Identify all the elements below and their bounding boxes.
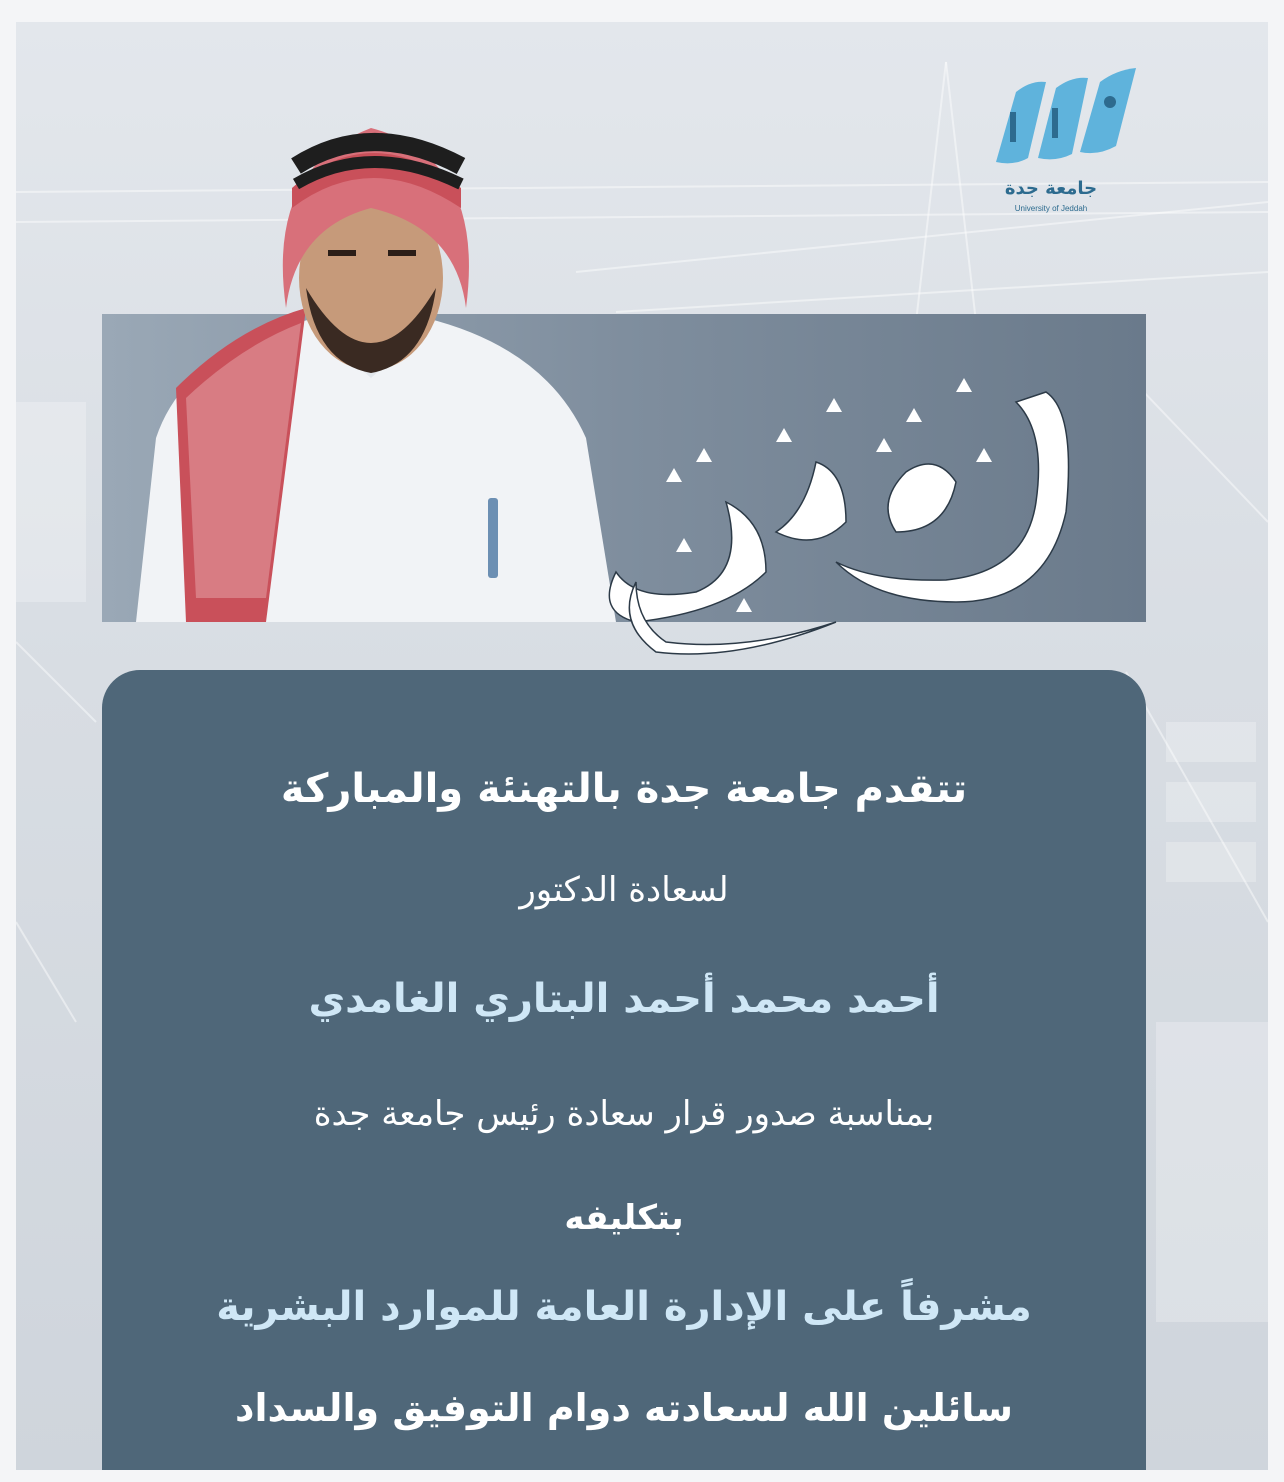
logo-english-name: University of Jeddah [1014,204,1088,213]
card-line-closing: سائلين الله لسعادته دوام التوفيق والسداد [235,1386,1013,1430]
card-line-name: أحمد محمد أحمد البتاري الغامدي [308,976,940,1022]
university-logo [976,62,1146,242]
logo-arabic-name: جامعة جدة [1004,178,1098,199]
portrait-image [116,78,636,622]
card-line-assignment: بتكليفه [564,1198,684,1238]
card-line-intro: تتقدم جامعة جدة بالتهنئة والمباركة [280,766,968,812]
congratulation-card [102,670,1146,1470]
card-line-occasion: بمناسبة صدور قرار سعادة رئيس جامعة جدة [313,1094,935,1134]
card-line-honorific: لسعادة الدكتور [519,870,729,910]
logo-emblem [976,62,1146,174]
card-line-position: مشرفاً على الإدارة العامة للموارد البشرية [216,1284,1032,1330]
greeting-calligraphy [576,352,1096,672]
poster-frame [16,22,1268,1470]
